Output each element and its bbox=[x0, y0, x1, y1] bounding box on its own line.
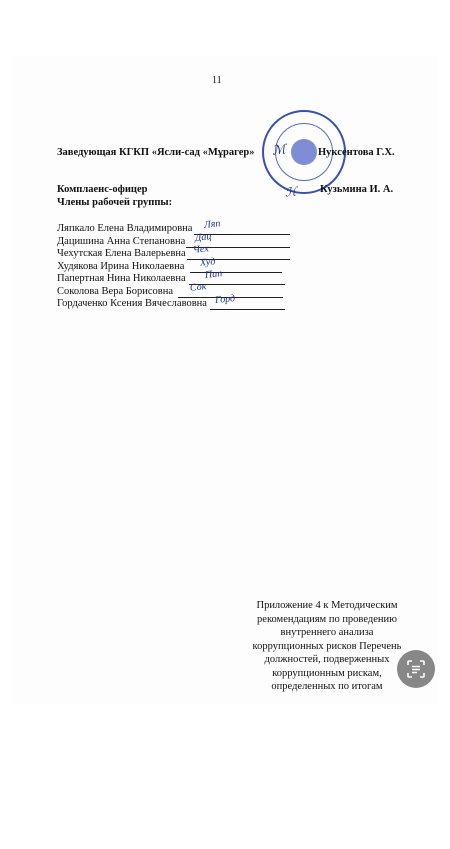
member-name: Ляпкало Елена Владимировна bbox=[57, 223, 193, 234]
member-signature: Сок bbox=[189, 281, 207, 294]
member-name: Гордаченко Ксения Вячеславовна bbox=[57, 298, 207, 309]
compliance-signature: ℋ bbox=[284, 184, 298, 200]
member-name: Папертная Нина Николаевна bbox=[57, 273, 186, 284]
member-name: Дацишина Анна Степановна bbox=[57, 236, 186, 247]
member-name: Худякова Ирина Николаевна bbox=[57, 261, 185, 272]
director-signature: ℳ bbox=[271, 141, 287, 158]
members-heading: Члены рабочей группы: bbox=[57, 197, 173, 208]
member-name: Соколова Вера Борисовна bbox=[57, 286, 174, 297]
seal-emblem bbox=[291, 139, 317, 165]
page-number: 11 bbox=[212, 75, 222, 86]
member-signature: Дац bbox=[194, 231, 212, 244]
text-scan-icon bbox=[406, 659, 426, 679]
member-name: Чехутская Елена Валерьевна bbox=[57, 248, 186, 259]
compliance-name: Кузьмина И. А. bbox=[320, 184, 394, 195]
director-name: Нуксентова Г.Х. bbox=[318, 147, 395, 158]
text-scan-button[interactable] bbox=[397, 650, 435, 688]
member-signature: Чех bbox=[192, 243, 210, 256]
annex-text: Приложение 4 к Методическим рекомендациям по проведению внутреннего анализа коррупционных рисков Перечень должностей, подверженных коррупционным рискам, определенных по итогам bbox=[252, 600, 402, 692]
member-signature: Ляп bbox=[203, 218, 221, 231]
member-signature: Пап bbox=[204, 268, 223, 281]
compliance-title: Комплаенс-офицер bbox=[57, 184, 148, 195]
signature-line bbox=[210, 309, 285, 310]
member-signature: Горд bbox=[214, 292, 236, 307]
director-title: Заведующая КГКП «Ясли-сад «Мұрагер» bbox=[57, 147, 255, 158]
member-signature: Худ bbox=[199, 256, 216, 269]
